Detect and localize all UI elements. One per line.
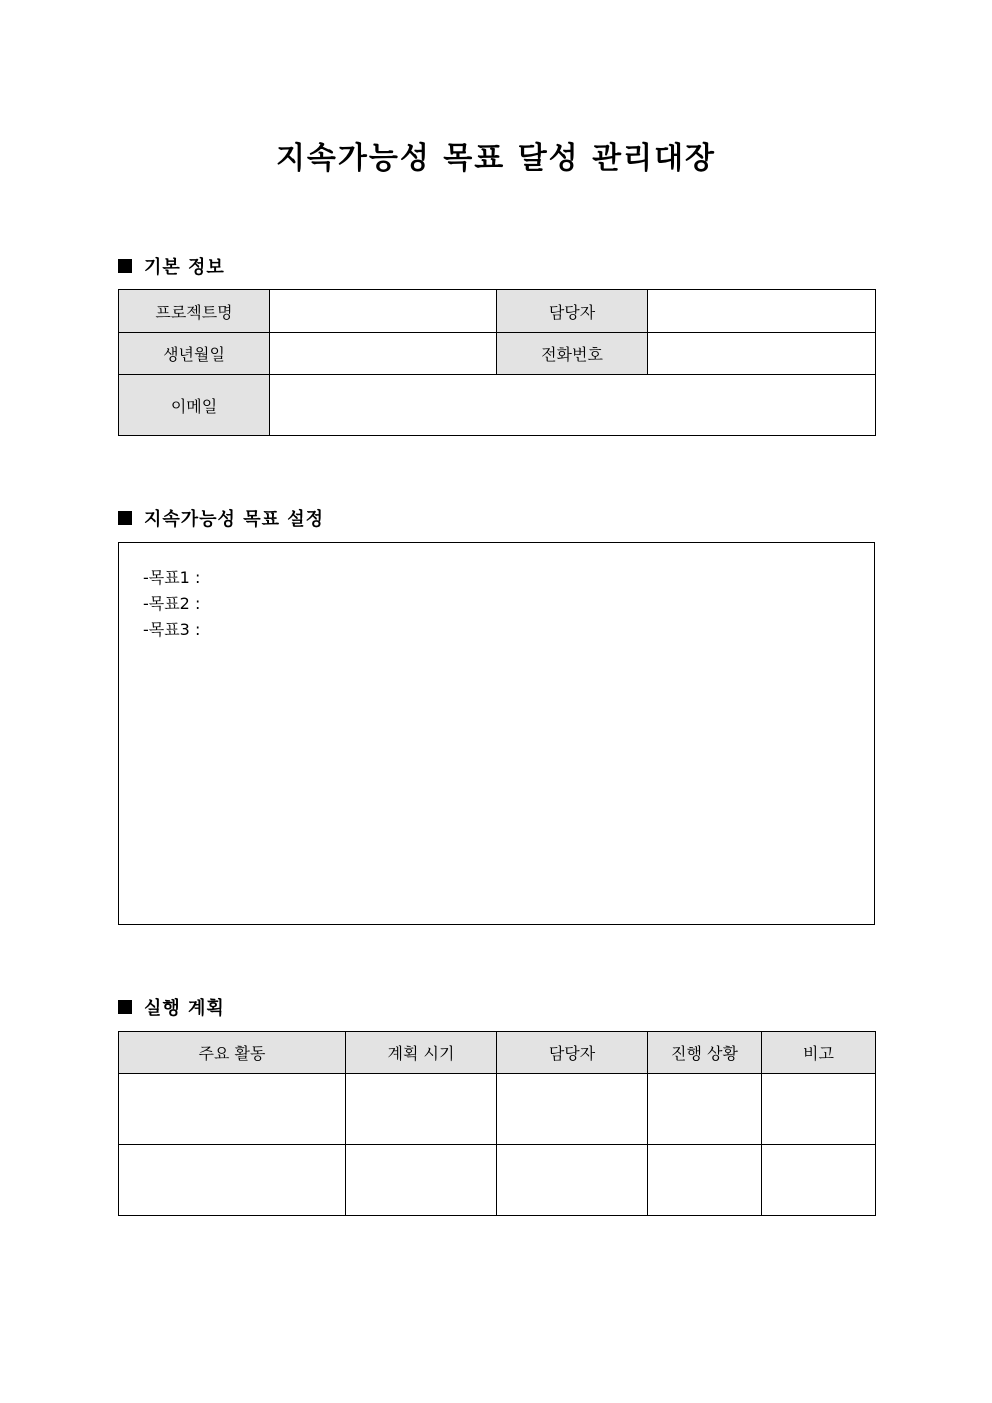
table-cell[interactable]	[762, 1074, 876, 1145]
table-cell[interactable]	[648, 1074, 762, 1145]
column-header: 담당자	[497, 1032, 648, 1074]
table-cell[interactable]	[346, 1145, 497, 1216]
field-manager[interactable]	[648, 290, 876, 333]
square-bullet-icon	[118, 259, 132, 273]
column-header: 비고	[762, 1032, 876, 1074]
table-row	[119, 1074, 876, 1145]
plan-header-row	[119, 1032, 876, 1074]
goal-item: -목표2 :	[143, 594, 201, 613]
table-cell[interactable]	[119, 1145, 346, 1216]
table-cell[interactable]	[119, 1074, 346, 1145]
section-heading-basic-info	[118, 253, 225, 279]
square-bullet-icon	[118, 1000, 132, 1014]
label-project-name: 프로젝트명	[119, 290, 270, 333]
basic-info-table	[118, 289, 876, 436]
plan-table	[118, 1031, 876, 1216]
table-cell[interactable]	[346, 1074, 497, 1145]
section-heading-text: 지속가능성 목표 설정	[144, 509, 325, 530]
goal-item: -목표3 :	[143, 620, 201, 639]
label-email: 이메일	[119, 375, 270, 436]
label-phone: 전화번호	[497, 333, 648, 375]
goals-text-area[interactable]	[118, 542, 875, 925]
table-row	[119, 1145, 876, 1216]
label-manager: 담당자	[497, 290, 648, 333]
section-heading-text: 실행 계획	[144, 998, 225, 1019]
column-header: 계획 시기	[346, 1032, 497, 1074]
field-phone[interactable]	[648, 333, 876, 375]
table-cell[interactable]	[497, 1145, 648, 1216]
table-cell[interactable]	[762, 1145, 876, 1216]
column-header: 진행 상황	[648, 1032, 762, 1074]
field-birth-date[interactable]	[270, 333, 497, 375]
goal-item: -목표1 :	[143, 568, 201, 587]
column-header: 주요 활동	[119, 1032, 346, 1074]
square-bullet-icon	[118, 511, 132, 525]
section-heading-text: 기본 정보	[144, 257, 225, 278]
field-email[interactable]	[270, 375, 876, 436]
section-heading-plan	[118, 994, 225, 1020]
section-heading-goals	[118, 505, 324, 531]
table-cell[interactable]	[497, 1074, 648, 1145]
field-project-name[interactable]	[270, 290, 497, 333]
label-birth-date: 생년월일	[119, 333, 270, 375]
page-title: 지속가능성 목표 달성 관리대장	[275, 141, 717, 176]
table-cell[interactable]	[648, 1145, 762, 1216]
